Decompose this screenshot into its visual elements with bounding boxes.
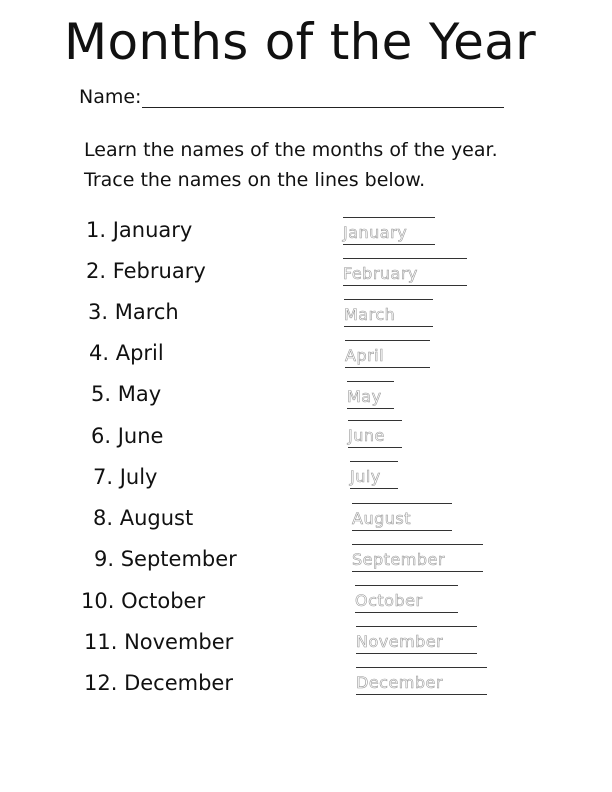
trace-top-line: [356, 667, 487, 668]
trace-text-august: August: [352, 509, 411, 528]
name-field-row: [79, 86, 504, 108]
month-label-november: 11. November: [84, 630, 234, 654]
trace-base-line: [356, 694, 487, 695]
trace-box-april[interactable]: [345, 340, 430, 368]
trace-top-line: [343, 217, 435, 218]
trace-box-october[interactable]: [355, 585, 458, 613]
trace-base-line: [352, 530, 452, 531]
instruction-line-2: Trace the names on the lines below.: [84, 169, 426, 191]
trace-text-january: January: [343, 223, 408, 242]
trace-top-line: [352, 544, 483, 545]
trace-top-line: [356, 626, 477, 627]
trace-text-march: March: [344, 305, 396, 324]
trace-top-line: [344, 299, 433, 300]
trace-box-september[interactable]: [352, 544, 483, 572]
month-label-april: 4. April: [89, 341, 164, 365]
month-label-march: 3. March: [88, 300, 179, 324]
trace-base-line: [355, 612, 458, 613]
trace-box-july[interactable]: [350, 461, 398, 489]
trace-base-line: [345, 367, 430, 368]
trace-text-july: July: [350, 467, 381, 486]
name-label: Name:: [79, 86, 142, 108]
trace-base-line: [348, 447, 402, 448]
trace-top-line: [355, 585, 458, 586]
trace-box-november[interactable]: [356, 626, 477, 654]
trace-top-line: [347, 381, 394, 382]
trace-top-line: [343, 258, 467, 259]
trace-box-march[interactable]: [344, 299, 433, 327]
trace-box-december[interactable]: [356, 667, 487, 695]
trace-box-may[interactable]: [347, 381, 394, 409]
trace-text-december: December: [356, 673, 443, 692]
month-label-january: 1. January: [86, 218, 193, 242]
trace-text-april: April: [345, 346, 385, 365]
trace-text-october: October: [355, 591, 423, 610]
month-label-june: 6. June: [91, 424, 164, 448]
trace-base-line: [350, 488, 398, 489]
trace-base-line: [352, 571, 483, 572]
month-label-september: 9. September: [94, 547, 237, 571]
trace-box-june[interactable]: [348, 420, 402, 448]
trace-box-january[interactable]: [343, 217, 435, 245]
trace-text-june: June: [348, 426, 385, 445]
month-label-july: 7. July: [93, 465, 158, 489]
instructions: [84, 135, 498, 195]
trace-top-line: [348, 420, 402, 421]
month-label-may: 5. May: [91, 382, 162, 406]
trace-top-line: [350, 461, 398, 462]
month-label-october: 10. October: [81, 589, 206, 613]
trace-base-line: [356, 653, 477, 654]
month-label-december: 12. December: [84, 671, 233, 695]
trace-text-september: September: [352, 550, 445, 569]
month-label-august: 8. August: [93, 506, 194, 530]
trace-base-line: [344, 326, 433, 327]
trace-box-august[interactable]: [352, 503, 452, 531]
name-blank-line[interactable]: [142, 87, 504, 108]
trace-text-may: May: [347, 387, 382, 406]
worksheet-title: Months of the Year: [64, 13, 536, 71]
trace-top-line: [345, 340, 430, 341]
trace-base-line: [347, 408, 394, 409]
trace-text-february: February: [343, 264, 418, 283]
trace-box-february[interactable]: [343, 258, 467, 286]
trace-text-november: November: [356, 632, 444, 651]
instruction-line-1: Learn the names of the months of the year.: [84, 139, 498, 161]
month-label-february: 2. February: [86, 259, 206, 283]
trace-base-line: [343, 285, 467, 286]
trace-top-line: [352, 503, 452, 504]
trace-base-line: [343, 244, 435, 245]
